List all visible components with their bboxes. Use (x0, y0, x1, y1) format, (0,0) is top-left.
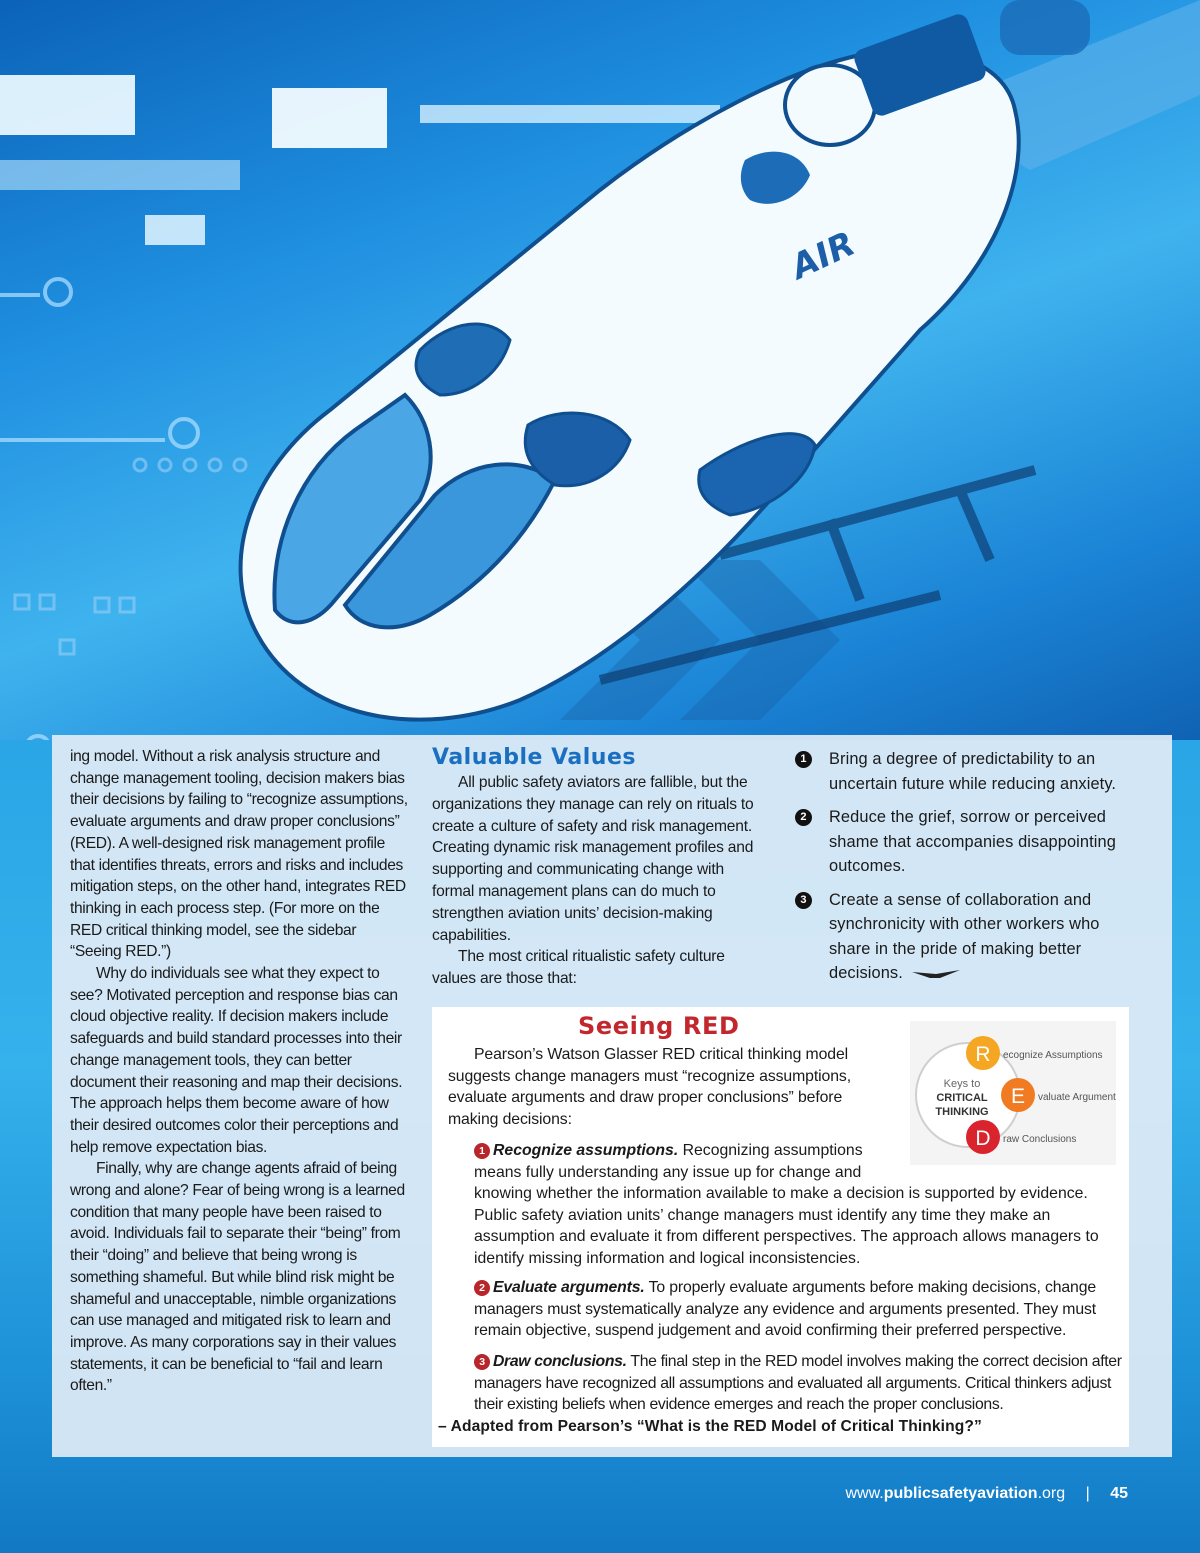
list-item (795, 888, 1125, 986)
article-column-2 (432, 744, 766, 990)
sidebar-item-text: knowing whether the information available to make a decision is supported by evidence. Public safety aviation units’ change managers must identify any time they make an assumption and evaluate it from different perspectives. The approach allows managers to identify missing information and logical inconsistencies. (474, 1185, 1099, 1267)
sidebar-item-text: The final step in the RED model involves making the correct decision after managers have recognized all assumptions and evaluated all arguments. Critical thinkers adjust their existing beliefs when evidence emerges and reach the proper conclusions. (474, 1353, 1122, 1413)
website-link[interactable]: www.publicsafetyaviation.org (845, 1485, 1066, 1502)
helicopter-end-mark-icon (910, 968, 962, 980)
sidebar-item (474, 1140, 1124, 1269)
logo-center-line1: Keys to (943, 1078, 981, 1090)
page-footer (846, 1485, 1129, 1503)
sidebar-item-label: Evaluate arguments. (493, 1279, 645, 1296)
values-list (795, 747, 1125, 995)
paragraph: Why do individuals see what they expect to see? Motivated perception and response bias can cloud objective reality. If decision makers include safeguards and build standard processes into their change management tools, they can better document their reasoning and map their decisions. The approach helps them become aware of how their desired outcomes color their perceptions and help remove expectation bias. (70, 965, 403, 1156)
number-badge: 2 (474, 1280, 490, 1296)
section-heading: Valuable Values (432, 745, 636, 770)
logo-d-text: raw Conclusions (1003, 1134, 1077, 1145)
sidebar-title: Seeing RED (578, 1012, 740, 1040)
logo-e-letter: E (1010, 1085, 1026, 1108)
aircraft-marking: AIR (785, 223, 862, 288)
number-badge: 3 (474, 1354, 490, 1370)
seeing-red-sidebar (432, 1007, 1129, 1447)
logo-center-line2: CRITICAL (936, 1092, 988, 1104)
logo-d-letter: D (975, 1127, 991, 1150)
article-column-1 (70, 746, 410, 1397)
logo-center-line3: THINKING (935, 1106, 989, 1118)
sidebar-item-label: Draw conclusions. (493, 1353, 627, 1370)
logo-r-letter: R (975, 1043, 991, 1066)
paragraph: Finally, why are change agents afraid of being wrong and alone? Fear of being wrong is a learned condition that many people have been raised to avoid. Individuals fail to separate their “being” from their “doing” and believe that being wrong is something shameful. But while blind risk might be shameful and unacceptable, nimble organizations can use managed and mitigated risk to learn and improve. As many corporations say in their values statements, it can be beneficial to “fail and learn often.” (70, 1160, 405, 1395)
number-badge: 3 (795, 892, 812, 909)
paragraph: All public safety aviators are fallible, but the organizations they manage can rely on rituals to create a culture of safety and risk management. Creating dynamic risk management profiles and supporting and communicating change with formal management plans can do much to strengthen aviation units’ decision-making capabilities. (432, 774, 754, 944)
sidebar-item (474, 1277, 1124, 1342)
sidebar-source-credit: – Adapted from Pearson’s “What is the RED Model of Critical Thinking?” (438, 1418, 982, 1435)
hero-illustration (0, 0, 1200, 760)
paragraph: The most critical ritualistic safety culture values are those that: (432, 948, 725, 988)
footer-separator: | (1085, 1485, 1090, 1502)
logo-e-text: valuate Arguments (1038, 1092, 1116, 1103)
list-item (795, 805, 1125, 879)
number-badge: 1 (795, 751, 812, 768)
helicopter-illustration (0, 0, 1200, 760)
list-item-text: Bring a degree of predictability to an uncertain future while reducing anxiety. (829, 750, 1117, 793)
sidebar-item-label: Recognize assumptions. (493, 1142, 679, 1159)
list-item (795, 747, 1125, 796)
page-number: 45 (1110, 1485, 1128, 1502)
logo-r-text: ecognize Assumptions (1003, 1050, 1103, 1061)
sidebar-item-text: Recognizing assumptions means fully understanding any issue up for change and (474, 1142, 863, 1181)
sidebar-item (474, 1351, 1124, 1416)
number-badge: 1 (474, 1143, 490, 1159)
paragraph: ing model. Without a risk analysis structure and change management tooling, decision makers bias their decisions by failing to “recognize assumptions, evaluate arguments and draw proper conclusions” (RED). A well-designed risk management profile that identifies threats, errors and risks and includes mitigation steps, on the other hand, integrates RED thinking in each process step. (For more on the RED critical thinking model, see the sidebar “Seeing RED.”) (70, 748, 408, 961)
list-item-text: Create a sense of collaboration and synchronicity with other workers who share in the pride of making better decisions. (829, 890, 1100, 982)
number-badge: 2 (795, 809, 812, 826)
sidebar-item-text: To properly evaluate arguments before making decisions, change managers must systematically analyze any evidence and arguments presented. They must remain objective, suspend judgement and avoid confirming their preferred perspective. (474, 1279, 1096, 1339)
sidebar-intro: Pearson’s Watson Glasser RED critical thinking model suggests change managers must “recognize assumptions, evaluate arguments and draw proper conclusions” before making decisions: (448, 1046, 851, 1128)
list-item-text: Reduce the grief, sorrow or perceived shame that accompanies disappointing outcomes. (829, 808, 1116, 875)
